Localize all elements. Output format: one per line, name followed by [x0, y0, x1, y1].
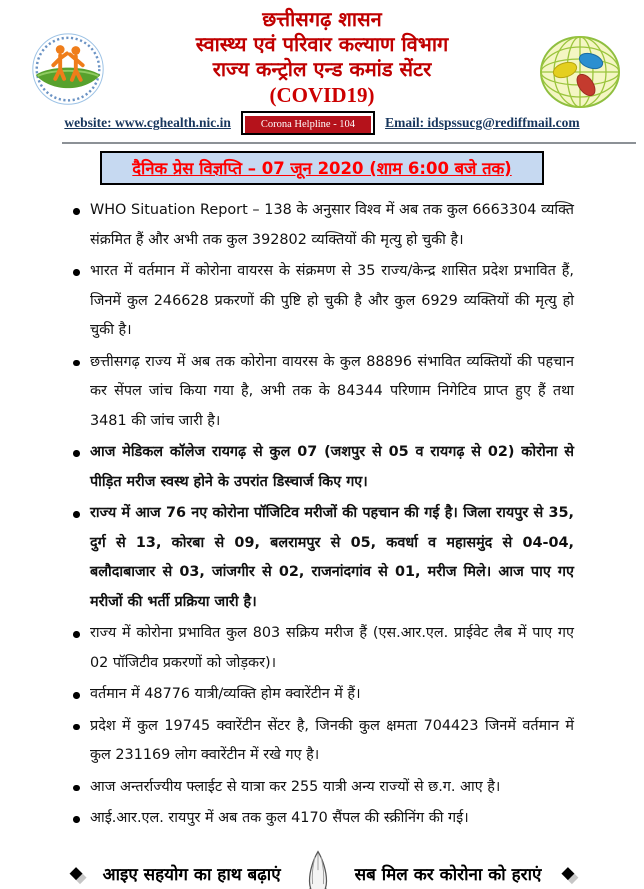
header-separator [62, 142, 636, 144]
idsp-globe-logo-icon [538, 34, 622, 112]
bulletin-list [72, 196, 574, 834]
diamond-icon: ◆ [561, 863, 575, 883]
email-link[interactable]: Email: idspssucg@rediffmail.com [385, 115, 580, 130]
bullet-quarantine-centers: प्रदेश में कुल 19745 क्वारेंटीन सेंटर है, जिनकी कुल क्षमता 704423 जिनमें वर्तमान में कुल 231169 लोग क्वारेंटीन में रखे गए है। [72, 712, 574, 771]
bullet-cg-samples: छत्तीसगढ़ राज्य में अब तक कोरोना वायरस के कुल 88896 संभावित व्यक्तियों की पहचान कर सेंपल जांच किया गया है, अभी तक के 84344 परिणाम निगेटिव प्राप्त हुए हैं तथा 3481 की जांच जारी है। [72, 348, 574, 437]
bullet-interstate-flights: आज अन्तर्राज्यीय फ्लाईट से यात्रा कर 255 यात्री अन्य राज्यों से छ.ग. आए है। [72, 773, 574, 803]
footer-slogan-left: आइए सहयोग का हाथ बढ़ाएं [102, 865, 281, 885]
bullet-irl-screening: आई.आर.एल. रायपुर में अब तक कुल 4170 सैंपल की स्क्रीनिंग की गई। [72, 804, 574, 834]
bullet-home-quarantine: वर्तमान में 48776 यात्री/व्यक्ति होम क्वारेंटीन में हैं। [72, 680, 574, 710]
org-name-line2: स्वास्थ्य एवं परिवार कल्याण विभाग [195, 32, 449, 56]
nhm-family-leaf-logo-icon [24, 30, 112, 116]
footer-slogan-right: सब मिल कर कोरोना को हराएं [354, 865, 542, 885]
corona-helpline-badge [241, 111, 375, 135]
corona-helpline-label: Corona Helpline - 104 [245, 116, 371, 133]
press-release-title-bar [100, 151, 544, 185]
diamond-icon: ◆ [69, 863, 83, 883]
bullet-who-report: WHO Situation Report – 138 के अनुसार विश्व में अब तक कुल 6663304 व्यक्ति संक्रमित हैं और अभी तक कुल 392802 व्यक्तियों की मृत्यु हो चुकी है। [72, 196, 574, 255]
org-name-line3: राज्य कन्ट्रोल एन्ड कमांड सेंटर [212, 57, 432, 81]
press-release-title: दैनिक प्रेस विज्ञप्ति – 07 जून 2020 (शाम 6:00 बजे तक) [132, 159, 512, 178]
footer-slogan [0, 850, 644, 889]
folded-hands-icon [301, 850, 335, 889]
org-name-line1: छत्तीसगढ़ शासन [262, 7, 382, 31]
covid19-subtitle: (COVID19) [269, 83, 375, 107]
website-link[interactable]: website: www.cghealth.nic.in [64, 115, 231, 130]
bullet-new-positives: राज्य में आज 76 नए कोरोना पॉजिटिव मरीजों की पहचान की गई है। जिला रायपुर से 35, दुर्ग से 13, कोरबा से 09, बलरामपुर से 05, कवर्धा व महासमुंद से 04-04, बलौदाबाजार से 03, जांजगीर से 02, राजनांदगांव से 01, मरीज मिले। आज पाए गए मरीजों की भर्ती प्रक्रिया जारी है। [72, 499, 574, 617]
bullet-active-cases: राज्य में कोरोना प्रभावित कुल 803 सक्रिय मरीज हैं (एस.आर.एल. प्राईवेट लैब में पाए गए 02 पॉजिटीव प्रकरणों को जोड़कर)। [72, 619, 574, 678]
bullet-india-status: भारत में वर्तमान में कोरोना वायरस के संक्रमण से 35 राज्य/केन्द्र शासित प्रदेश प्रभावित हैं, जिनमें कुल 246628 प्रकरणों की पुष्टि हो चुकी है और कुल 6929 व्यक्तियों की मृत्यु हो चुकी है। [72, 257, 574, 346]
bullet-discharged: आज मेडिकल कॉलेज रायगढ़ से कुल 07 (जशपुर से 05 व रायगढ़ से 02) कोरोना से पीड़ित मरीज स्वस्थ होने के उपरांत डिस्चार्ज किए गए। [72, 438, 574, 497]
